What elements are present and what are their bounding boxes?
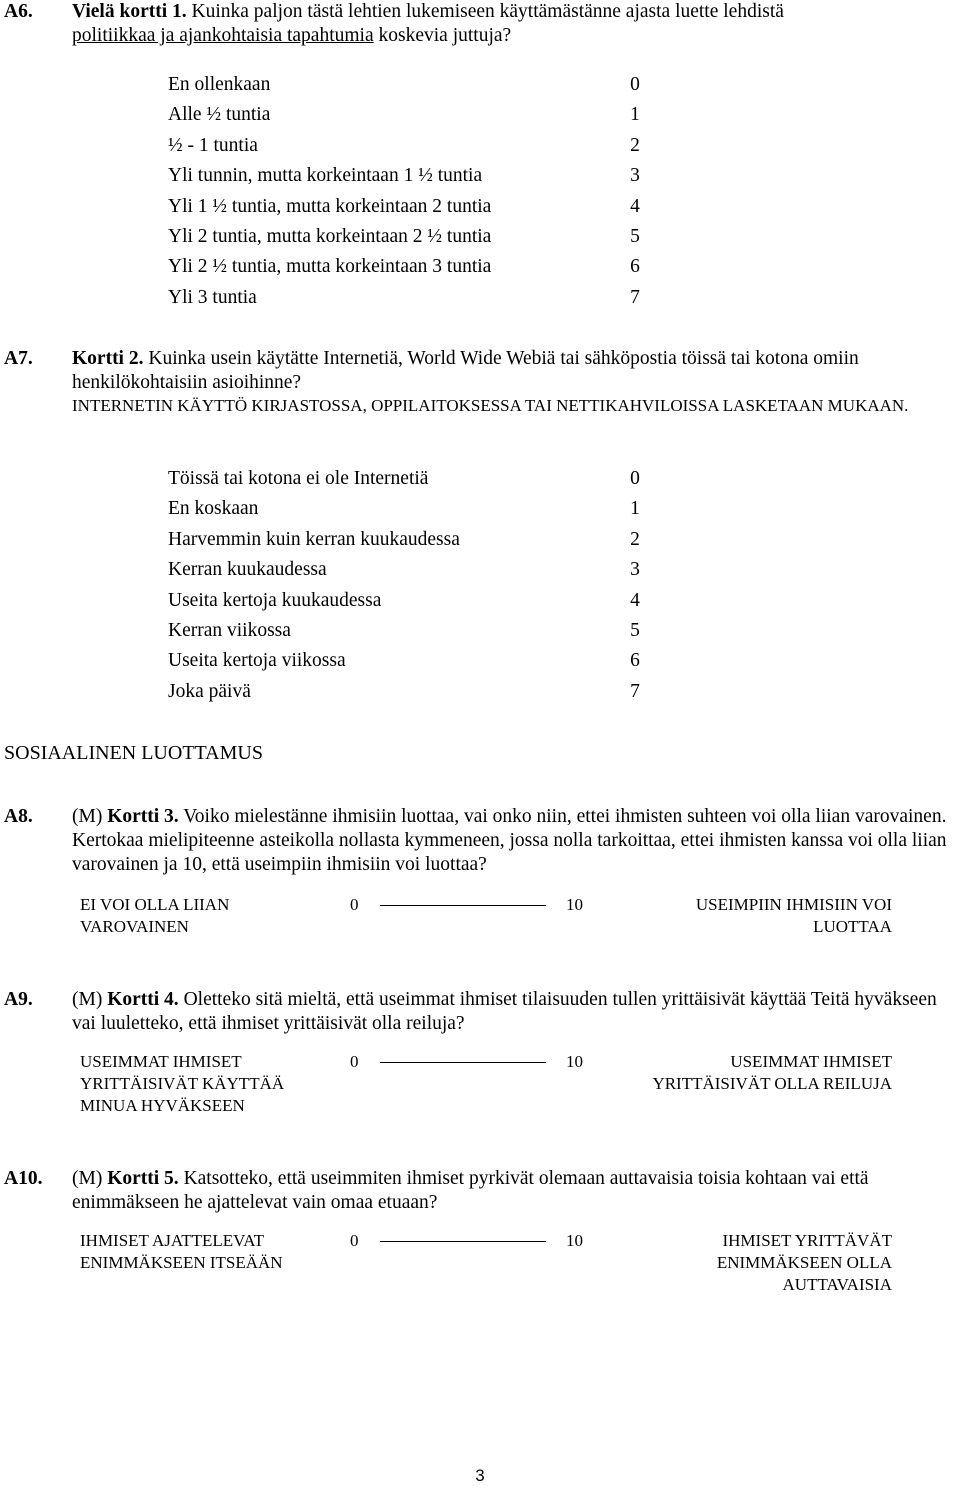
multi-card-prefix: (M) [72,1168,108,1189]
option-code: 3 [630,559,640,581]
scale-left-label [80,894,229,938]
multi-card-prefix: (M) [72,989,108,1010]
question-text [72,988,954,1036]
option-code: 2 [630,528,640,550]
option-code: 4 [630,589,640,611]
scale-max: 10 [566,1052,583,1071]
page-number: 3 [475,1466,485,1485]
answer-option [168,164,648,194]
question-text [72,347,954,417]
scale-right-line: USEIMPIIN IHMISIIN VOI [695,895,892,914]
card-reference: Kortti 2. [72,348,144,369]
scale-right-line: LUOTTAA [813,917,892,936]
section-title: SOSIAALINEN LUOTTAMUS [4,742,263,764]
scale-left-line: USEIMMAT IHMISET [80,1052,242,1071]
question-number: A10. [4,1168,43,1189]
scale-min: 0 [350,895,359,914]
option-label: Useita kertoja kuukaudessa [168,589,382,611]
option-code: 3 [630,165,640,187]
answer-option [168,467,648,497]
card-reference: Kortti 3. [107,806,179,827]
scale-max: 10 [566,895,583,914]
scale-line [380,905,546,906]
option-label: Yli 1 ½ tuntia, mutta korkeintaan 2 tuntia [168,195,492,217]
scale-right-label [717,1230,892,1296]
option-label: ½ - 1 tuntia [168,134,258,156]
scale-line [380,1241,546,1242]
question-body: Kuinka usein käytätte Internetiä, World Wide Webiä tai sähköpostia töissä tai kotona omiin henkilökohtaisiin asioihinne? [72,348,859,393]
answer-option [168,680,648,710]
scale-line [380,1062,546,1063]
option-label: Harvemmin kuin kerran kuukaudessa [168,528,460,550]
scale-min: 0 [350,1231,359,1250]
scale-right-line: USEIMMAT IHMISET [730,1052,892,1071]
option-code: 5 [630,620,640,641]
option-label: Alle ½ tuntia [168,104,271,126]
option-label: Kerran viikossa [168,620,291,641]
card-reference: Kortti 4. [107,989,179,1010]
question-number: A7. [4,348,33,369]
answer-option [168,286,648,316]
interviewer-instruction: INTERNETIN KÄYTTÖ KIRJASTOSSA, OPPILAITOKSESSA TAI NETTIKAHVILOISSA LASKETAAN MUKAAN. [72,396,909,415]
answer-option [168,589,648,619]
scale-right-label [696,894,892,938]
question-body: Voiko mielestänne ihmisiin luottaa, vai onko niin, ettei ihmisten suhteen voi olla liian varovainen. Kertokaa mielipiteenne asteikolla nollasta kymmeneen, jossa nolla tarkoittaa, ettei ihmisten kanssa voi olla liian varovainen ja 10, että useimpiin ihmisiin voi luottaa? [72,806,947,875]
option-label: Yli 2 tuntia, mutta korkeintaan 2 ½ tuntia [168,226,492,247]
scale-right-line: ENIMMÄKSEEN OLLA [716,1253,892,1272]
question-text [72,0,954,48]
answer-option [168,73,648,103]
option-code: 0 [630,468,640,489]
question-number: A9. [4,989,33,1010]
scale-left-label [80,1051,284,1117]
answer-option [168,195,648,225]
scale-left-line: EI VOI OLLA LIIAN [80,895,230,914]
answer-option [168,225,648,255]
question-number: A6. [4,1,33,22]
scale-max: 10 [566,1231,583,1250]
scale-right-line: AUTTAVAISIA [782,1275,892,1294]
question-text [72,1167,954,1215]
scale-left-line: VAROVAINEN [80,917,189,936]
scale-right-line: IHMISET YRITTÄVÄT [722,1231,892,1250]
question-text [72,805,954,877]
answer-option [168,558,648,588]
option-code: 7 [630,680,640,702]
option-code: 0 [630,74,640,95]
scale-right-line: YRITTÄISIVÄT OLLA REILUJA [652,1074,892,1093]
card-reference: Kortti 5. [107,1168,179,1189]
option-code: 1 [630,104,640,126]
option-label: Joka päivä [168,680,251,702]
multi-card-prefix: (M) [72,806,108,827]
answer-option [168,619,648,649]
scale-left-line: IHMISET AJATTELEVAT [80,1231,265,1250]
option-label: Yli 2 ½ tuntia, mutta korkeintaan 3 tuntia [168,256,492,278]
option-code: 5 [630,226,640,247]
option-code: 1 [630,498,640,520]
option-label: Yli 3 tuntia [168,286,257,308]
question-body: Katsotteko, että useimmiten ihmiset pyrkivät olemaan auttavaisia toisia kohtaan vai että enimmäkseen he ajattelevat vain omaa etuaan? [72,1168,869,1213]
option-code: 4 [630,195,640,217]
question-number: A8. [4,806,33,827]
question-body-end: koskevia juttuja? [373,25,512,46]
option-label: Kerran kuukaudessa [168,559,327,581]
option-code: 7 [630,286,640,308]
card-reference: Vielä kortti 1. [72,1,187,22]
answer-option [168,255,648,285]
option-code: 6 [630,650,640,672]
answer-option [168,103,648,133]
option-label: Yli tunnin, mutta korkeintaan 1 ½ tuntia [168,165,483,187]
scale-left-line: ENIMMÄKSEEN ITSEÄÄN [80,1253,283,1272]
question-body: Oletteko sitä mieltä, että useimmat ihmiset tilaisuuden tullen yrittäisivät käyttää Teitä hyväkseen vai luuletteko, että ihmiset yrittäisivät olla reiluja? [72,989,937,1034]
question-body: Kuinka paljon tästä lehtien lukemiseen käyttämästänne ajasta luette lehdistä [186,1,784,22]
option-label: Töissä tai kotona ei ole Internetiä [168,468,429,489]
scale-right-label [652,1051,892,1095]
option-label: Useita kertoja viikossa [168,650,346,672]
scale-min: 0 [350,1052,359,1071]
answer-option [168,497,648,527]
option-code: 6 [630,256,640,278]
option-label: En koskaan [168,498,259,520]
option-label: En ollenkaan [168,74,271,95]
option-code: 2 [630,134,640,156]
scale-left-line: YRITTÄISIVÄT KÄYTTÄÄ [80,1074,285,1093]
answer-option [168,134,648,164]
underlined-emphasis: politiikkaa ja ajankohtaisia tapahtumia [72,25,374,46]
answer-option [168,528,648,558]
scale-left-line: MINUA HYVÄKSEEN [80,1096,245,1115]
scale-left-label [80,1230,283,1274]
answer-option [168,649,648,679]
